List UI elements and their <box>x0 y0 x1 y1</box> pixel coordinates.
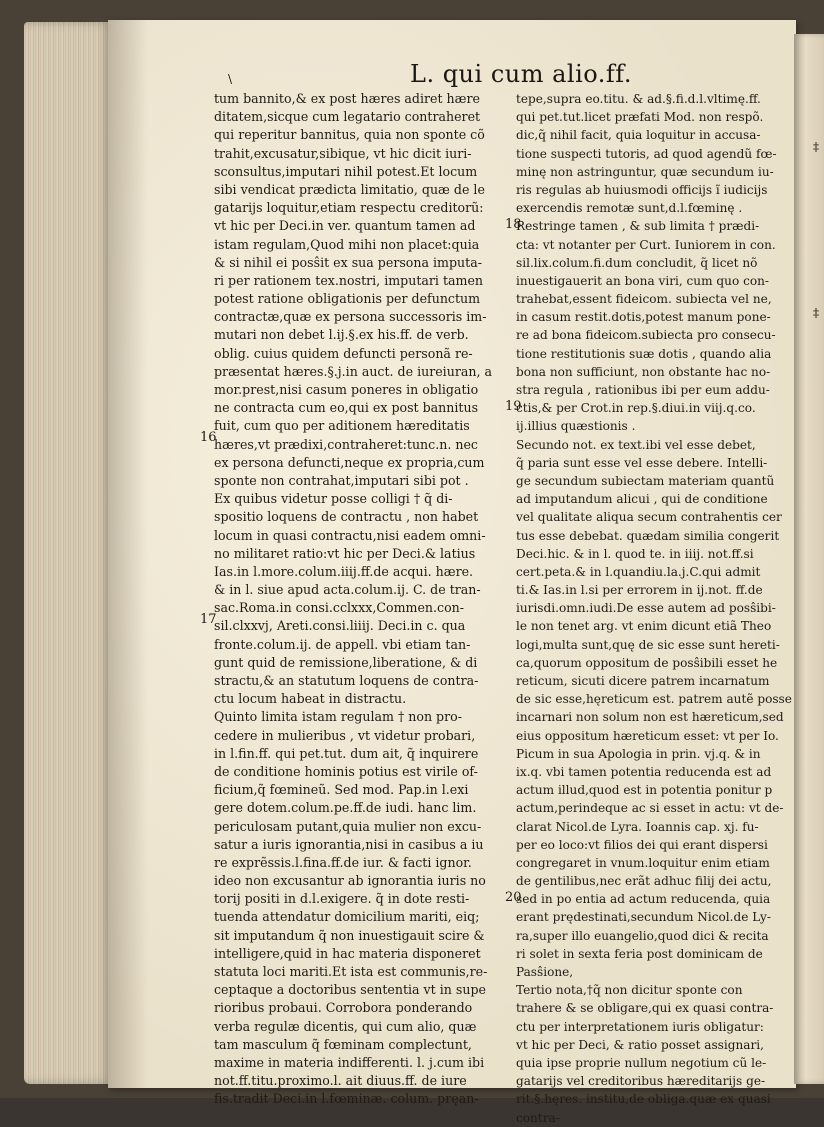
left-text-column <box>214 90 514 1109</box>
text-line: oblig. cuius quidem defuncti personã re- <box>214 345 473 361</box>
text-line: bona non sufficiunt, non obstante hac no- <box>516 364 771 379</box>
text-line: per eo loco:vt filios dei qui erant dispersi <box>516 837 768 852</box>
text-line: ctis,& per Crot.in rep.§.diui.in viij.q.co. <box>516 401 756 416</box>
text-line: Ias.in l.more.colum.iiij.ff.de acqui. hære. <box>214 563 474 579</box>
text-line: vt hic per Deci.in ver. quantum tamen ad <box>214 218 476 234</box>
text-line: statuta loci mariti.Et ista est communis,re- <box>214 964 488 979</box>
text-line: Picum in sua Apologia in prin. vj.q. & in <box>516 746 761 761</box>
text-line: ri solet in sexta feria post dominicam de <box>516 946 763 961</box>
text-line: trahere & se obligare,qui ex quasi contra- <box>516 1001 774 1016</box>
text-line: eius oppositum hæreticum esset: vt per Io. <box>516 728 779 743</box>
text-line: ceptaque a doctoribus sententia vt in supe <box>214 982 486 998</box>
text-line: de sic esse,hęreticum est. patrem autẽ posse <box>516 692 792 707</box>
paragraph-number-16: 16 <box>200 430 217 445</box>
text-line: & in l. siue apud acta.colum.ij. C. de tran- <box>214 582 481 598</box>
text-line: congregaret in vnum.loquitur enim etiam <box>516 855 770 870</box>
margin-mark-lower: ‡ <box>813 306 819 320</box>
text-line: re ad bona fideicom.subiecta pro consecu- <box>516 328 776 343</box>
paragraph-number-19: 19 <box>505 399 522 414</box>
text-line: potest ratione obligationis per defunctum <box>214 291 481 307</box>
text-line: ra,super illo euangelio,quod dici & recita <box>516 928 769 943</box>
text-line: maxime in materia indifferenti. l. j.cum ibi <box>214 1054 485 1070</box>
text-line: Deci.hic. & in l. quod te. in iiij. not.ff.si <box>516 546 754 561</box>
right-text-column <box>516 90 798 1127</box>
text-line: ex persona defuncti,neque ex propria,cum <box>214 454 485 470</box>
text-line: incarnari non solum non est hæreticum,sed <box>516 710 784 725</box>
text-line: ad imputandum alicui , qui de conditione <box>516 492 768 507</box>
text-line: reticum, sicuti dicere patrem incarnatum <box>516 674 770 688</box>
text-line: logi,multa sunt,quę de sic esse sunt hereti- <box>516 637 780 652</box>
text-line: ctu locum habeat in distractu. <box>214 691 407 707</box>
running-header: L. qui cum alio.ff. <box>410 60 632 88</box>
text-line: iurisdi.omn.iudi.De esse autem ad posŝibi- <box>516 601 776 616</box>
book-page-edges <box>24 22 112 1084</box>
corner-mark: \ <box>228 72 233 86</box>
text-line: exercendis remotæ sunt,d.l.fœminę . <box>516 201 743 216</box>
text-line: no militaret ratio:vt hic per Deci.& latius <box>214 545 476 561</box>
text-line: Pasŝione, <box>516 965 574 979</box>
text-line: inuestigauerit an bona viri, cum quo con- <box>516 273 769 288</box>
text-line: erant prędestinati,secundum Nicol.de Ly- <box>516 910 771 925</box>
text-line: gunt quid de remissione,liberatione, & di <box>214 654 478 670</box>
text-line: trahebat,essent fideicom. subiecta vel ne, <box>516 292 772 307</box>
text-line: Secundo not. ex text.ibi vel esse debet, <box>516 437 756 452</box>
text-line: satur a iuris ignorantia,nisi in casibus a iu <box>214 836 484 852</box>
text-line: ca,quorum oppositum de posŝibili esset he <box>516 655 778 670</box>
text-line: vt hic per Deci, & ratio posset assignari, <box>516 1037 764 1052</box>
text-line: tione suspecti tutoris, ad quod agendũ fœ- <box>516 146 777 161</box>
text-line: sconsultus,imputari nihil potest.Et locum <box>214 163 478 179</box>
text-line: sit imputandum q̃ non inuestigauit scire & <box>214 927 485 943</box>
text-line: tione restitutionis suæ dotis , quando alia <box>516 346 772 361</box>
text-line: sed in po entia ad actum reducenda, quia <box>516 892 771 907</box>
text-line: ditatem,sicque cum legatario contraheret <box>214 109 481 125</box>
text-line: gatarijs loquitur,etiam respectu creditorũ: <box>214 200 484 216</box>
paragraph-number-18: 18 <box>505 217 522 232</box>
paragraph-number-17: 17 <box>200 612 217 627</box>
text-line: dic,q̃ nihil facit, quia loquitur in accusa- <box>516 128 761 143</box>
text-line: qui reperitur bannitus, quia non sponte cõ <box>214 127 485 143</box>
text-line: Tertio nota,†q̃ non dicitur sponte con <box>516 983 743 998</box>
text-line: locum in quasi contractu,nisi eadem omni- <box>214 527 486 543</box>
text-line: Quinto limita istam regulam † non pro- <box>214 709 462 725</box>
text-line: not.ff.titu.proximo.l. ait diuus.ff. de iure <box>214 1073 467 1089</box>
text-line: torij positi in d.l.exigere. q̃ in dote resti- <box>214 891 470 907</box>
text-line: stractu,& an statutum loquens de contra- <box>214 673 479 688</box>
text-line: Ex quibus videtur posse colligi † q̃ di- <box>214 491 453 507</box>
text-line: rit.§.hęres. institu,de obliga.quæ ex quasi <box>516 1092 771 1107</box>
text-line: ficium,q̃ fœmineũ. Sed mod. Pap.in l.exi <box>214 782 469 798</box>
text-line: sil.lix.colum.fi.dum concludit, q̃ licet nõ <box>516 255 758 270</box>
text-line: mutari non debet l.ij.§.ex his.ff. de verb. <box>214 327 469 343</box>
text-line: tam masculum q̃ fœminam complectunt, <box>214 1036 472 1052</box>
text-line: in casum restit.dotis,potest manum pone- <box>516 310 771 325</box>
text-line: verba regulæ dicentis, qui cum alio, quæ <box>214 1018 477 1034</box>
text-line: ne contracta cum eo,qui ex post bannitus <box>214 400 479 416</box>
text-line: istam regulam,Quod mihi non placet:quia <box>214 236 480 252</box>
text-line: ideo non excusantur ab ignorantia iuris no <box>214 873 486 889</box>
text-line: contra- <box>516 1110 560 1125</box>
text-line: fronte.colum.ij. de appell. vbi etiam tan- <box>214 636 471 652</box>
text-line: gatarijs vel creditoribus hæreditarijs ge- <box>516 1074 766 1089</box>
text-line: ij.illius quæstionis . <box>516 419 636 434</box>
text-line: minę non astringuntur, quæ secundum iu- <box>516 164 774 179</box>
text-line: rioribus probaui. Corrobora ponderando <box>214 1000 473 1016</box>
text-line: sponte non contrahat,imputari sibi pot . <box>214 472 469 488</box>
text-line: hæres,vt prædixi,contraheret:tunc.n. nec <box>214 436 478 452</box>
text-line: tum bannito,& ex post hæres adiret hære <box>214 91 480 106</box>
paragraph-number-20: 20 <box>505 890 522 905</box>
text-line: vel qualitate aliqua secum contrahentis cer <box>516 510 782 525</box>
text-line: quia ipse proprie nullum negotium cũ le- <box>516 1055 767 1070</box>
text-line: clarat Nicol.de Lyra. Ioannis cap. xj. fu- <box>516 819 759 834</box>
text-line: tuenda attendatur domicilium mariti, eiq; <box>214 909 480 925</box>
text-line: de gentilibus,nec erãt adhuc filij dei actu, <box>516 874 772 889</box>
text-line: ri per rationem tex.nostri, imputari tamen <box>214 272 484 288</box>
text-line: re exprẽssis.l.fina.ff.de iur. & facti ignor. <box>214 854 472 870</box>
text-line: sac.Roma.in consi.cclxxx,Commen.con- <box>214 600 465 616</box>
text-line: q̃ paria sunt esse vel esse debere. Intelli- <box>516 455 768 470</box>
text-line: trahit,excusatur,sibique, vt hic dicit iuri- <box>214 145 472 161</box>
text-line: cert.peta.& in l.quandiu.la.j.C.qui admit <box>516 564 761 579</box>
text-line: stra regula , rationibus ibi per eum addu- <box>516 383 770 397</box>
text-line: ix.q. vbi tamen potentia reducenda est ad <box>516 764 772 779</box>
gutter-shadow <box>108 20 148 1088</box>
text-line: præsentat hæres.§.j.in auct. de iureiuran, a <box>214 363 492 379</box>
text-line: mor.prest,nisi casum poneres in obligatio <box>214 382 479 397</box>
text-line: intelligere,quid in hac materia disponeret <box>214 945 481 961</box>
text-line: Restringe tamen , & sub limita † prædi- <box>516 219 760 234</box>
text-line: fis.tradit Deci.in l.fœminæ. colum. pręan- <box>214 1091 479 1107</box>
margin-mark-upper: ‡ <box>813 140 819 154</box>
text-line: qui pet.tut.licet præfati Mod. non respõ. <box>516 110 764 125</box>
text-line: ris regulas ab huiusmodi officijs ĩ iudicijs <box>516 182 768 197</box>
facing-page-edge <box>794 34 824 1084</box>
text-line: sibi vendicat prædicta limitatio, quæ de le <box>214 181 485 197</box>
text-line: periculosam putant,quia mulier non excu- <box>214 818 482 834</box>
text-line: de conditione hominis potius est virile of- <box>214 763 478 779</box>
text-line: contractæ,quæ ex persona successoris im- <box>214 309 487 325</box>
text-line: ge secundum subiectam materiam quantũ <box>516 473 775 488</box>
text-line: sil.clxxvj, Areti.consi.liiij. Deci.in c. qua <box>214 618 466 634</box>
text-line: tus esse debebat. quædam similia congerit <box>516 528 780 543</box>
text-line: cedere in mulieribus , vt videtur probari, <box>214 727 476 743</box>
text-line: in l.fin.ff. qui pet.tut. dum ait, q̃ inquirere <box>214 745 479 761</box>
text-line: ti.& Ias.in l.si per errorem in ij.not. ff.de <box>516 583 763 598</box>
text-line: fuit, cum quo per aditionem hæreditatis <box>214 418 470 434</box>
text-line: ctu per interpretationem iuris obligatur: <box>516 1019 764 1034</box>
text-line: gere dotem.colum.pe.ff.de iudi. hanc lim. <box>214 800 477 816</box>
text-line: actum,perindeque ac si esset in actu: vt de- <box>516 801 784 816</box>
text-line: actum illud,quod est in potentia ponitur p <box>516 783 773 798</box>
text-line: spositio loquens de contractu , non habet <box>214 509 479 525</box>
text-line: tepe,supra eo.titu. & ad.§.fi.d.l.vltimę.ff. <box>516 92 761 106</box>
text-line: le non tenet arg. vt enim dicunt etiã Theo <box>516 619 772 634</box>
text-line: & si nihil ei posŝit ex sua persona imputa- <box>214 254 482 270</box>
text-line: cta: vt notanter per Curt. Iuniorem in con. <box>516 237 776 252</box>
